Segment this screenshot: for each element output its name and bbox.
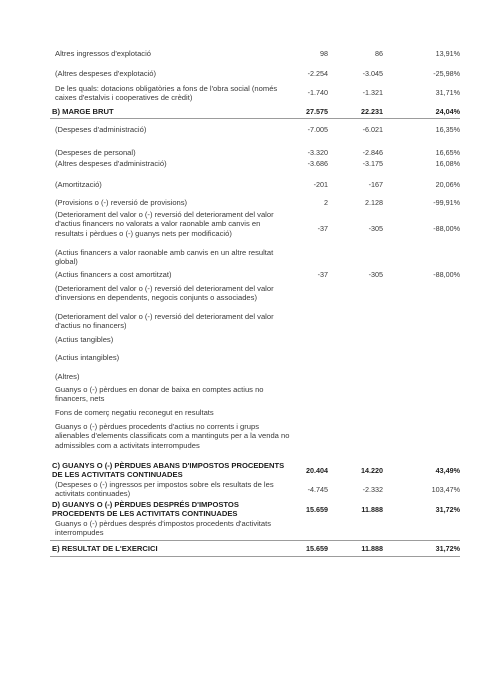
row-label: (Despeses de personal) bbox=[55, 148, 136, 157]
value-current: 20.404 bbox=[306, 466, 328, 475]
row-label: B) MARGE BRUT bbox=[52, 107, 114, 116]
value-previous: 14.220 bbox=[361, 466, 383, 475]
value-previous: 2.128 bbox=[365, 198, 383, 207]
row-label: (Despeses d'administració) bbox=[55, 125, 147, 134]
value-change: 31,71% bbox=[435, 88, 460, 97]
value-current: 98 bbox=[320, 49, 328, 58]
value-current: -37 bbox=[317, 270, 328, 279]
value-previous: -167 bbox=[368, 180, 383, 189]
row-label: Guanys o (-) pèrdues procedents d'actius no corrents i grups alienables d'elements classificats com a mantinguts per a la venda no admissibles com a activitats interrompudes bbox=[55, 422, 290, 450]
row-label: (Provisions o (-) reversió de provisions) bbox=[55, 198, 188, 207]
value-change: 31,72% bbox=[435, 505, 460, 514]
value-previous: -2.846 bbox=[362, 148, 383, 157]
value-current: 2 bbox=[324, 198, 328, 207]
value-previous: 86 bbox=[375, 49, 383, 58]
value-change: 16,65% bbox=[435, 148, 460, 157]
row-label: (Altres despeses d'explotació) bbox=[55, 69, 157, 78]
value-change: -88,00% bbox=[433, 224, 460, 233]
row-label: C) GUANYS O (-) PÈRDUES ABANS D'IMPOSTOS PROCEDENTS DE LES ACTIVITATS CONTINUADES bbox=[52, 461, 285, 480]
row-label: De les quals: dotacions obligatòries a fons de l'obra social (només caixes d'estalvis i cooperatives de crèdit) bbox=[55, 84, 278, 103]
row-label: Guanys o (-) pèrdues en donar de baixa en comptes actius no financers, nets bbox=[55, 385, 264, 404]
value-change: 43,49% bbox=[435, 466, 460, 475]
row-label: (Altres) bbox=[55, 372, 80, 381]
row-label: D) GUANYS O (-) PÈRDUES DESPRÉS D'IMPOSTOS PROCEDENTS DE LES ACTIVITATS CONTINUADES bbox=[52, 500, 239, 519]
value-current: 15.659 bbox=[306, 505, 328, 514]
value-change: 20,06% bbox=[435, 180, 460, 189]
value-change: -25,98% bbox=[433, 69, 460, 78]
value-change: -88,00% bbox=[433, 270, 460, 279]
value-current: -4.745 bbox=[307, 485, 328, 494]
value-change: 24,04% bbox=[435, 107, 460, 116]
row-label: (Altres despeses d'administració) bbox=[55, 159, 167, 168]
value-current: -7.005 bbox=[307, 125, 328, 134]
row-label: (Amortització) bbox=[55, 180, 102, 189]
row-label: (Actius tangibles) bbox=[55, 335, 114, 344]
value-current: -1.740 bbox=[307, 88, 328, 97]
value-current: -2.254 bbox=[307, 69, 328, 78]
row-label: Guanys o (-) pèrdues després d'impostos procedents d'activitats interrompudes bbox=[55, 519, 272, 538]
row-label: (Deteriorament del valor o (-) reversió del deteriorament del valor d'actius no financers) bbox=[55, 312, 274, 331]
value-previous: -305 bbox=[368, 270, 383, 279]
value-previous: -1.321 bbox=[362, 88, 383, 97]
row-label: (Deteriorament del valor o (-) reversió del deteriorament del valor d'inversions en dependents, negocis conjunts o associades) bbox=[55, 284, 274, 303]
value-current: 15.659 bbox=[306, 544, 328, 553]
value-change: 31,72% bbox=[435, 544, 460, 553]
value-current: -3.686 bbox=[307, 159, 328, 168]
value-previous: -3.045 bbox=[362, 69, 383, 78]
value-current: -37 bbox=[317, 224, 328, 233]
row-label: Altres ingressos d'explotació bbox=[55, 49, 151, 58]
value-change: 103,47% bbox=[431, 485, 460, 494]
value-current: -201 bbox=[313, 180, 328, 189]
row-label: (Despeses o (-) ingressos per impostos sobre els resultats de les activitats continuades) bbox=[55, 480, 274, 499]
value-previous: -3.175 bbox=[362, 159, 383, 168]
value-previous: -305 bbox=[368, 224, 383, 233]
value-change: 13,91% bbox=[435, 49, 460, 58]
row-label: Fons de comerç negatiu reconegut en resultats bbox=[55, 408, 214, 417]
row-label: (Actius financers a cost amortitzat) bbox=[55, 270, 172, 279]
value-change: -99,91% bbox=[433, 198, 460, 207]
value-previous: 22.231 bbox=[361, 107, 383, 116]
value-change: 16,35% bbox=[435, 125, 460, 134]
row-label: (Actius financers a valor raonable amb canvis en un altre resultat global) bbox=[55, 248, 274, 267]
row-label: (Deteriorament del valor o (-) reversió del deteriorament del valor d'actius financers no valorats a valor raonable amb canvis en resultats i pèrdues o (-) guanys nets per modificació) bbox=[55, 210, 274, 238]
divider bbox=[50, 118, 460, 119]
value-previous: -6.021 bbox=[362, 125, 383, 134]
value-current: -3.320 bbox=[307, 148, 328, 157]
row-label: E) RESULTAT DE L'EXERCICI bbox=[52, 544, 158, 553]
value-current: 27.575 bbox=[306, 107, 328, 116]
value-previous: 11.888 bbox=[361, 505, 383, 514]
divider bbox=[50, 540, 460, 541]
value-previous: -2.332 bbox=[362, 485, 383, 494]
row-label: (Actius intangibles) bbox=[55, 353, 120, 362]
divider bbox=[50, 556, 460, 557]
value-previous: 11.888 bbox=[361, 544, 383, 553]
value-change: 16,08% bbox=[435, 159, 460, 168]
